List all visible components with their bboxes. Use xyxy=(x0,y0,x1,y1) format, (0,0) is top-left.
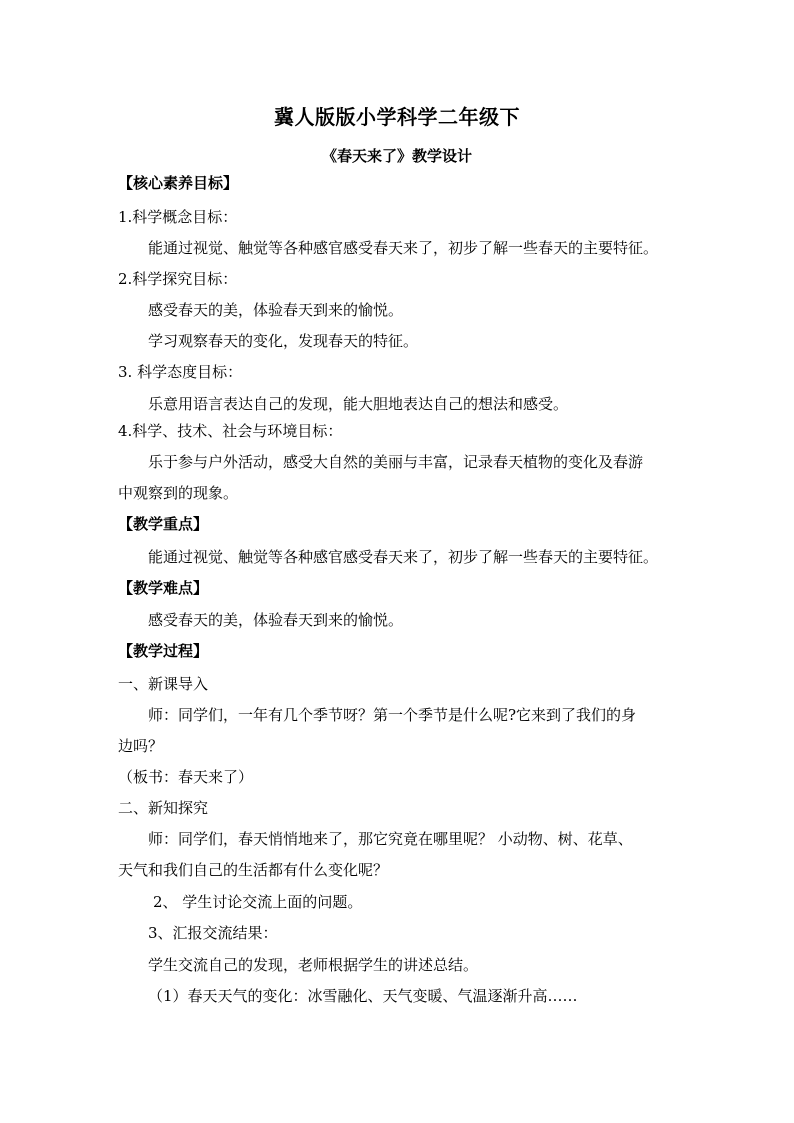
process-step-3-detail: 学生交流自己的发现，老师根据学生的讲述总结。 xyxy=(148,956,479,974)
process-part1-line2: 边吗？ xyxy=(118,737,164,755)
difficulties-text: 感受春天的美，体验春天到来的愉悦。 xyxy=(148,611,404,629)
process-part2-line1: 师：同学们，春天悄悄地来了，那它究竟在哪里呢？ 小动物、树、花草、 xyxy=(148,830,633,848)
document-title: 冀人版版小学科学二年级下 xyxy=(274,105,520,129)
process-part2-title: 二、新知探究 xyxy=(118,799,209,817)
goal-2-label: 2.科学探究目标： xyxy=(118,270,238,288)
process-item-1: （1）春天天气的变化：冰雪融化、天气变暖、气温逐渐升高…… xyxy=(148,987,578,1005)
process-part1-line1: 师：同学们，一年有几个季节呀？第一个季节是什么呢?它来到了我们的身 xyxy=(148,706,637,724)
goal-3-text: 乐意用语言表达自己的发现，能大胆地表达自己的想法和感受。 xyxy=(148,395,569,413)
section-heading-difficulties: 【教学难点】 xyxy=(118,579,209,597)
goal-4-label: 4.科学、技术、社会与环境目标： xyxy=(118,422,343,440)
goal-4-text-line2: 中观察到的现象。 xyxy=(118,484,239,502)
process-step-2: 2、 学生讨论交流上面的问题。 xyxy=(153,893,363,911)
goal-1-text: 能通过视觉、触觉等各种感官感受春天来了，初步了解一些春天的主要特征。 xyxy=(148,239,659,257)
process-part1-title: 一、新课导入 xyxy=(118,675,209,693)
process-step-3: 3、汇报交流结果： xyxy=(148,924,278,942)
document-subtitle: 《春天来了》教学设计 xyxy=(321,147,472,165)
section-heading-core-goals: 【核心素养目标】 xyxy=(118,174,239,192)
goal-4-text-line1: 乐于参与户外活动，感受大自然的美丽与丰富，记录春天植物的变化及春游 xyxy=(148,453,644,471)
goal-2-text-a: 感受春天的美，体验春天到来的愉悦。 xyxy=(148,301,404,319)
goal-2-text-b: 学习观察春天的变化，发现春天的特征。 xyxy=(148,332,419,350)
process-part1-board: （板书：春天来了） xyxy=(118,768,254,786)
section-heading-process: 【教学过程】 xyxy=(118,642,209,660)
goal-1-label: 1.科学概念目标： xyxy=(118,208,238,226)
process-part2-line2: 天气和我们自己的生活都有什么变化呢？ xyxy=(118,861,389,879)
section-heading-key-points: 【教学重点】 xyxy=(118,515,209,533)
goal-3-label: 3. 科学态度目标： xyxy=(118,363,243,381)
key-points-text: 能通过视觉、触觉等各种感官感受春天来了，初步了解一些春天的主要特征。 xyxy=(148,548,659,566)
